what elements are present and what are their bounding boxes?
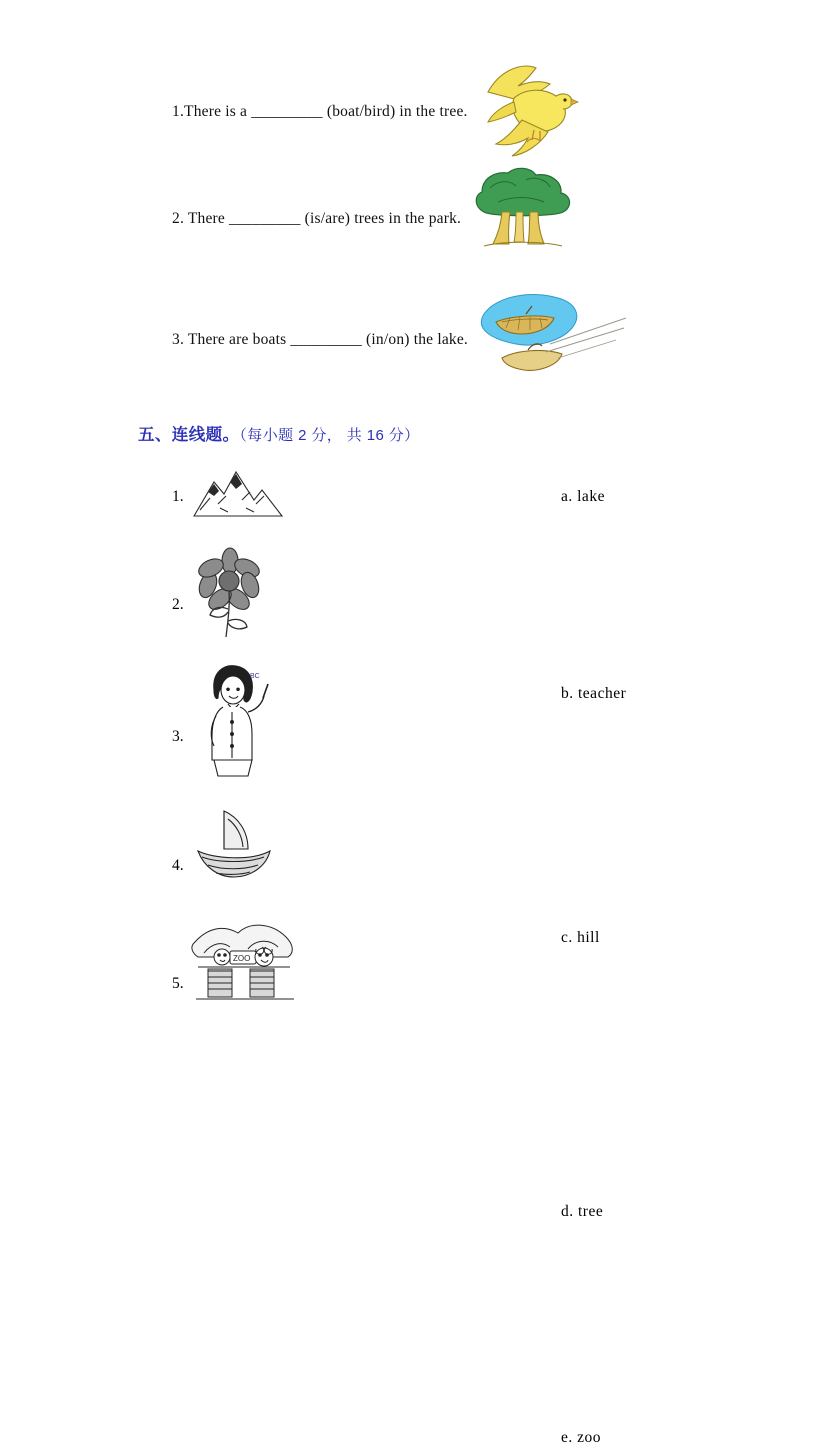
boat-illustration[interactable] — [190, 805, 278, 885]
bird-illustration — [470, 58, 580, 163]
mountain-illustration[interactable] — [190, 460, 286, 522]
trees-illustration — [468, 162, 583, 257]
match-item-number: 3. — [172, 728, 184, 745]
section-heading-label: 五、连线题。 — [138, 426, 240, 444]
match-option[interactable]: b. teacher — [561, 685, 627, 702]
section-heading-score: （每小题 2 分， 共 16 分） — [239, 427, 420, 444]
fill-item-1 — [0, 60, 826, 180]
fill-item-3 — [0, 290, 826, 410]
match-item-number: 4. — [172, 857, 184, 874]
svg-text:BC: BC — [250, 673, 260, 680]
fill-item-2 — [0, 165, 826, 285]
match-row — [0, 660, 826, 946]
section-heading-matching — [138, 421, 420, 445]
match-item-number: 5. — [172, 975, 184, 992]
fill-item-3-text: 3. There are boats _________ (in/on) the lake. — [172, 331, 469, 348]
flower-illustration[interactable] — [190, 545, 272, 641]
teacher-illustration[interactable] — [190, 660, 276, 778]
fill-item-2-text: 2. There _________ (is/are) trees in the park. — [172, 210, 462, 227]
zoo-illustration[interactable] — [190, 913, 300, 1005]
match-option[interactable]: c. hill — [561, 929, 600, 946]
match-item-number: 1. — [172, 488, 184, 505]
match-option[interactable]: a. lake — [561, 488, 605, 505]
svg-text:ZOO: ZOO — [233, 954, 251, 963]
fill-item-1-text: 1.There is a _________ (boat/bird) in the tree. — [172, 103, 468, 120]
boat-on-lake-illustration — [466, 288, 631, 388]
match-option[interactable]: e. zoo — [561, 1429, 602, 1446]
match-item-number: 2. — [172, 596, 184, 613]
match-option[interactable]: d. tree — [561, 1203, 604, 1220]
